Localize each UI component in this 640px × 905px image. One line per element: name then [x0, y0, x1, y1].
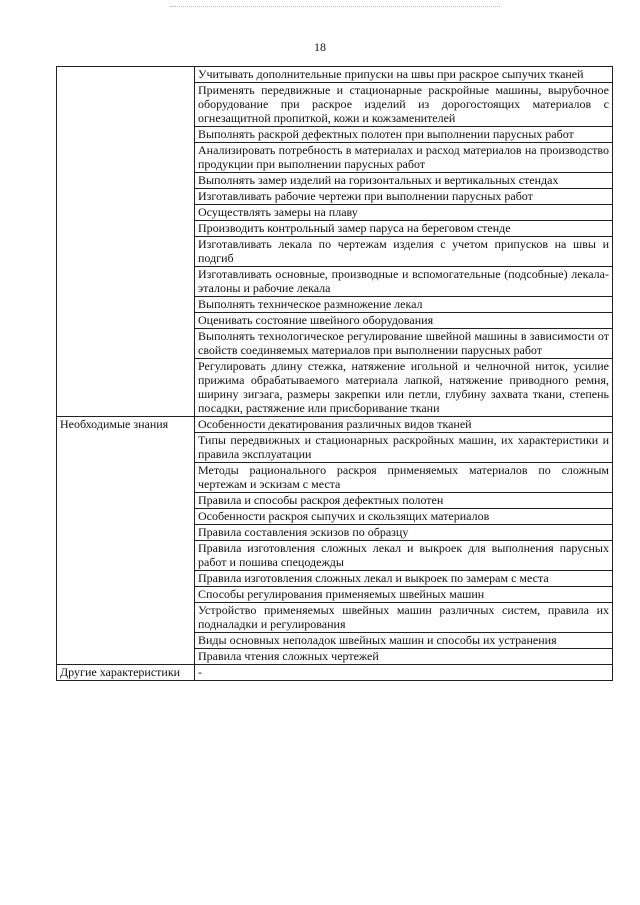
knowledge-row-text: Правила чтения сложных чертежей	[195, 649, 613, 665]
skill-row-text: Изготавливать рабочие чертежи при выполнении парусных работ	[195, 189, 613, 205]
skill-row	[57, 67, 613, 83]
knowledge-row	[57, 417, 613, 433]
other-characteristics-row	[57, 665, 613, 681]
skill-row-text: Изготавливать основные, производные и вспомогательные (подсобные) лекала-эталоны и рабочие лекала	[195, 267, 613, 297]
other-characteristics-value: -	[195, 665, 613, 681]
knowledge-row-text: Особенности раскроя сыпучих и скользящих материалов	[195, 509, 613, 525]
scan-artifact-line	[170, 6, 500, 7]
skill-row-text: Производить контрольный замер паруса на береговом стенде	[195, 221, 613, 237]
skill-row-text: Осуществлять замеры на плаву	[195, 205, 613, 221]
skill-row-text: Анализировать потребность в материалах и расход материалов на производство продукции при выполнении парусных работ	[195, 143, 613, 173]
knowledge-row-text: Особенности декатирования различных видов тканей	[195, 417, 613, 433]
skill-row-text: Выполнять раскрой дефектных полотен при выполнении парусных работ	[195, 127, 613, 143]
page-number: 18	[314, 40, 326, 54]
knowledge-row-text: Методы рационального раскроя применяемых материалов по сложным чертежам и эскизам с места	[195, 463, 613, 493]
skill-row-text: Выполнять технологическое регулирование швейной машины в зависимости от свойств соединяемых материалов при выполнении парусных работ	[195, 329, 613, 359]
skill-row-text: Выполнять замер изделий на горизонтальных и вертикальных стендах	[195, 173, 613, 189]
knowledge-row-text: Правила и способы раскроя дефектных полотен	[195, 493, 613, 509]
knowledge-row-text: Правила изготовления сложных лекал и выкроек для выполнения парусных работ и пошива спецодежды	[195, 541, 613, 571]
skill-row-text: Применять передвижные и стационарные раскройные машины, вырубочное оборудование при раскрое изделий из дорогостоящих материалов с огнезащитной пропиткой, кожи и кожзаменителей	[195, 83, 613, 127]
knowledge-row-text: Правила изготовления сложных лекал и выкроек по замерам с места	[195, 571, 613, 587]
skill-row-text: Изготавливать лекала по чертежам изделия с учетом припусков на швы и подгиб	[195, 237, 613, 267]
other-characteristics-label: Другие характеристики	[57, 665, 195, 681]
competency-table	[56, 66, 613, 681]
skill-row-text: Регулировать длину стежка, натяжение игольной и челночной ниток, усилие прижима обрабатываемого материала лапкой, натяжение приводного ремня, ширину зигзага, размеры закрепки или петли, глубину захвата ткани, степень посадки, растяжение или присборивание ткани	[195, 359, 613, 417]
competency-table-body	[57, 67, 613, 681]
skill-row-text: Учитывать дополнительные припуски на швы при раскрое сыпучих тканей	[195, 67, 613, 83]
knowledge-row-text: Способы регулирования применяемых швейных машин	[195, 587, 613, 603]
skill-row-text: Оценивать состояние швейного оборудования	[195, 313, 613, 329]
skill-row-text: Выполнять техническое размножение лекал	[195, 297, 613, 313]
knowledge-row-text: Типы передвижных и стационарных раскройных машин, их характеристики и правила эксплуатации	[195, 433, 613, 463]
row-group-label: Необходимые знания	[57, 417, 195, 665]
knowledge-row-text: Устройство применяемых швейных машин различных систем, правила их подналадки и регулирования	[195, 603, 613, 633]
knowledge-row-text: Виды основных неполадок швейных машин и способы их устранения	[195, 633, 613, 649]
row-group-label	[57, 67, 195, 417]
knowledge-row-text: Правила составления эскизов по образцу	[195, 525, 613, 541]
